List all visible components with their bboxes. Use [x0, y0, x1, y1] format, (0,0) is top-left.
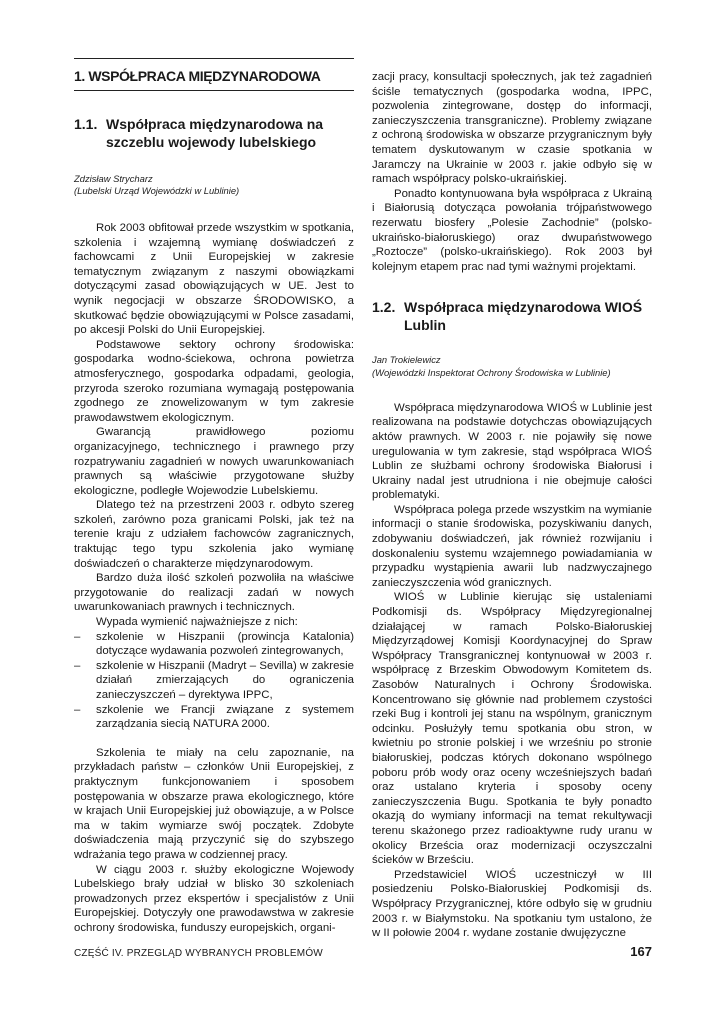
list-item: – szkolenie w Hiszpanii (Madryt – Sevilla) w zakresie działań zmierzających do ograniczenia zanieczyszczeń – dyrektywa IPPC, — [74, 659, 354, 703]
paragraph: Współpraca polega przede wszystkim na wymianie informacji o stanie środowiska, pozyskiwaniu danych, zdobywaniu doświadczeń, jak również rozwijaniu i doskonaleniu systemu wzajemnego powiadamiania w przypadku wystąpienia awarii lub nadzwyczajnego zanieczyszczenia wód granicznych. — [372, 503, 652, 589]
paragraph: Wypada wymienić najważniejsze z nich: — [96, 616, 298, 629]
section-1-2-title: Współpraca międzynarodowa WIOŚ Lublin — [404, 299, 643, 334]
paragraph: Gwarancją prawidłowego poziomu organizacyjnego, technicznego i prawnego przy rozpatrywaniu zagadnień w nowych uwarunkowaniach prawnych są właściwie przygotowane służby ekologiczne, podległe Wojewodzie Lubelskiemu. — [74, 426, 354, 497]
paragraph: Ponadto kontynuowana była współpraca z Ukrainą i Białorusią dotycząca powołania trójpaństwowego rezerwatu biosfery „Polesie Zachodnie” (polsko-ukraińsko-białoruskiego) oraz dwupaństwowego „Roztocze” (polsko-ukraińskiego). Rok 2003 był kolejnym etapem prac nad tymi ważnymi projektami. — [372, 187, 652, 273]
page-footer — [74, 944, 652, 959]
left-column — [74, 58, 354, 936]
section-1-1-heading — [74, 115, 354, 151]
section-1-2-number: 1.2. — [372, 299, 396, 316]
section-1-1-title: Współpraca międzynarodowa na szczeblu wojewody lubelskiego — [106, 115, 324, 150]
section-1-1-affiliation: (Lubelski Urząd Wojewódzki w Lublinie) — [74, 184, 240, 196]
paragraph: WIOŚ w Lublinie kierując się ustaleniami Podkomisji ds. Współpracy Międzyregionalnej działającej w ramach Polsko-Białoruskiej Międzyrządowej Komisji Koordynacyjnej do Spraw Współpracy Transgranicznej kontynuował w 2003 r. współpracę z Brzeskim Obwodowym Komitetem ds. Zasobów Naturalnych i Ochrony Środowiska. Koncentrowano się głównie nad problemem czystości rzeki Bug i kontroli jej stanu na wspólnym, granicznym odcinku. Posłużyły temu spotkania obu stron, w kwietniu po stronie polskiej i we wrześniu po stronie białoruskiej, podczas których dokonano wspólnego poboru prób wody oraz oceny wcześniejszych badań oraz ustalano kryteria i sposoby oceny zanieczyszczenia Bugu. Spotkania te były ponadto okazją do wymiany informacji na temat rekultywacji terenu skażonego przez radioaktywne rudy uranu w okolicy Brześcia oraz modernizacji oczyszczalni ścieków w Brześciu. — [372, 591, 652, 867]
section-1-2-affiliation: (Wojewódzki Inspektorat Ochrony Środowiska w Lublinie) — [372, 366, 611, 378]
top-rule — [74, 58, 354, 59]
chapter-title: 1. WSPÓŁPRACA MIĘDZYNARODOWA — [74, 68, 321, 84]
paragraph: Współpraca międzynarodowa WIOŚ w Lublinie jest realizowana na podstawie dotychczas obowiązujących aktów prawnych. W 2003 r. nie pojawiły się nowe uregulowania w tym zakresie, stąd współpraca WIOŚ Lublin ze służbami ochrony środowiska Białorusi i Ukrainy nadal jest utrudniona i nie obejmuje całości problematyki. — [372, 401, 652, 502]
chapter-title-underline — [74, 90, 354, 91]
section-1-1-number: 1.1. — [74, 115, 98, 132]
paragraph: Bardzo duża ilość szkoleń pozwoliła na właściwe przygotowanie do realizacji zadań w nowych uwarunkowaniach prawnych i technicznych. — [74, 572, 354, 614]
section-1-2-author: Jan Trokielewicz — [372, 354, 441, 366]
footer-text: CZĘŚĆ IV. PRZEGLĄD WYBRANYCH PROBLEMÓW — [74, 948, 323, 959]
right-column — [372, 70, 652, 941]
paragraph: Rok 2003 obfitował przede wszystkim w spotkania, szkolenia i wzajemną wymianę doświadczeń z fachowcami z Unii Europejskiej w zakresie tematycznym związanym z naszymi obowiązkami dotyczącymi zasad obowiązujących w UE. Jest to wynik negocjacji w obszarze ŚRODOWISKO, a skutkować będzie obowiązującymi w Polsce zasadami, po akcesji Polski do Unii Europejskiej. — [74, 222, 354, 337]
paragraph: Podstawowe sektory ochrony środowiska: gospodarka wodno-ściekowa, ochrona powietrza atmosferycznego, gospodarka odpadami, geologia, przyroda szeroko rozumiana wymagają postępowania zgodnego ze znowelizowanym w tym zakresie prawodawstwem ekologicznym. — [74, 338, 354, 424]
paragraph: zacji pracy, konsultacji społecznych, jak też zagadnień ściśle tematycznych (gospodarka wodna, IPPC, pozwolenia zintegrowane, dostęp do informacji, zanieczyszczenia transgraniczne). Problemy związane z ochroną środowiska w obszarze przygranicznym były tematem dyskutowanym w czasie spotkania w Jaramczy na Ukrainie w 2003 r. jakie odbyło się w ramach współpracy polsko-ukraińskiej. — [372, 71, 652, 186]
page-number: 167 — [630, 944, 652, 959]
list-item: – szkolenie w Hiszpanii (prowincja Katalonia) dotyczące wydawania pozwoleń zintegrowanych, — [74, 630, 354, 659]
section-1-1-author: Zdzisław Strycharz — [74, 172, 153, 184]
section-1-2-heading — [372, 298, 652, 334]
training-list — [74, 630, 354, 732]
paragraph: W ciągu 2003 r. służby ekologiczne Wojewody Lubelskiego brały udział w blisko 30 szkoleniach prowadzonych przez ekspertów i specjalistów z Unii Europejskiej. Dotyczyły one prawodawstwa w zakresie ochrony środowiska, funduszy europejskich, organi- — [74, 863, 354, 934]
paragraph: Przedstawiciel WIOŚ uczestniczył w III posiedzeniu Polsko-Białoruskiej Podkomisji ds. Współpracy Przygranicznej, które odbyło się w grudniu 2003 r. w Białymstoku. Na spotkaniu tym ustalono, że w II połowie 2004 r. wydane zostanie dwujęzyczne — [372, 868, 652, 940]
list-item: – szkolenie we Francji związane z systemem zarządzania siecią NATURA 2000. — [74, 703, 354, 732]
paragraph: Szkolenia te miały na celu zapoznanie, na przykładach państw – członków Unii Europejskiej, z praktycznym funkcjonowaniem i sposobem postępowania w obszarze prawa ekologicznego, które w krajach Unii Europejskiej już obowiązuje, a w Polsce ma w takim wymiarze swój początek. Zdobyte doświadczenia mają przyczynić się do szybszego wdrażania tego prawa w codziennej pracy. — [74, 746, 354, 861]
paragraph: Dlatego też na przestrzeni 2003 r. odbyto szereg szkoleń, zarówno poza granicami Polski, jak też na terenie kraju z udziałem fachowców zagranicznych, traktując tego typu szkolenia jako wymianę doświadczeń o charakterze międzynarodowym. — [74, 499, 354, 570]
